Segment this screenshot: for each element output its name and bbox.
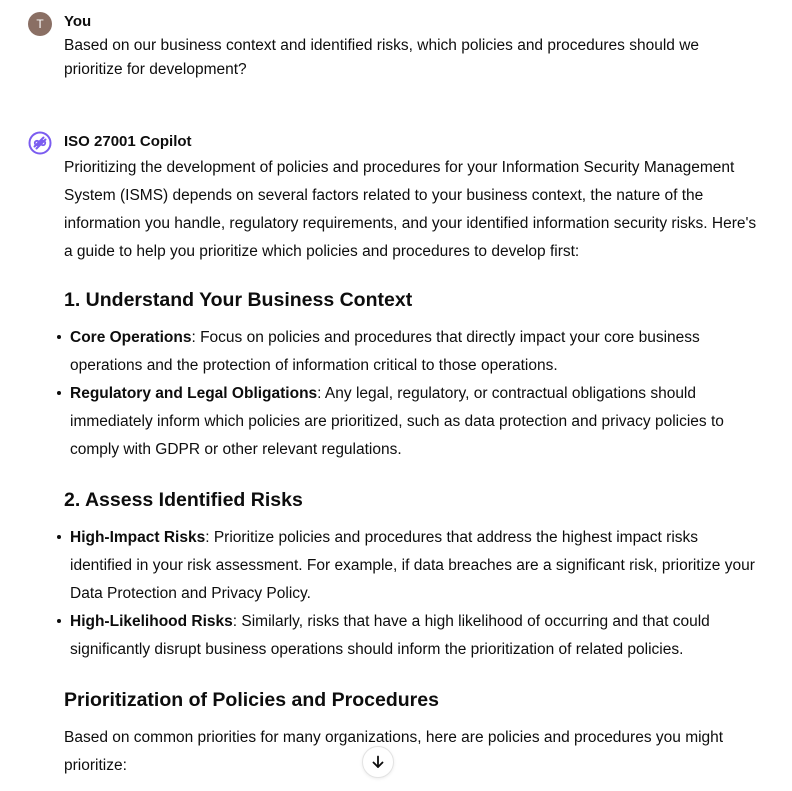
assistant-message-body bbox=[64, 154, 764, 780]
copilot-logo-icon bbox=[28, 131, 52, 155]
user-author: You bbox=[64, 13, 92, 30]
closing-paragraph: Based on common priorities for many organizations, here are policies and procedures you might prioritize: bbox=[64, 729, 724, 774]
section-list bbox=[64, 324, 764, 464]
intro-paragraph: Prioritizing the development of policies and procedures for your Information Security Management System (ISMS) depends on several factors related to your business context, the nature of the information you handle, regulatory requirements, and your identified information security risks. Here's a guide to help you prioritize which policies and procedures to develop first: bbox=[64, 159, 757, 260]
list-item-term: High-Impact Risks bbox=[70, 529, 206, 546]
assistant-author: ISO 27001 Copilot bbox=[64, 133, 192, 150]
list-item bbox=[64, 524, 764, 608]
user-message-text: Based on our business context and identified risks, which policies and procedures should we prioritize for development? bbox=[64, 37, 700, 78]
list-item-text: : Prioritize policies and procedures that address the highest impact risks identified in your risk assessment. For example, if data breaches are a significant risk, prioritize your Data Protection and Privacy Policy. bbox=[70, 529, 755, 602]
section-heading: 1. Understand Your Business Context bbox=[64, 289, 413, 311]
list-item-text: : Focus on policies and procedures that directly impact your core business operations and the protection of information critical to those operations. bbox=[70, 329, 700, 374]
list-item-term: Regulatory and Legal Obligations bbox=[70, 385, 318, 402]
section-heading: 2. Assess Identified Risks bbox=[64, 489, 303, 511]
list-item bbox=[64, 324, 764, 380]
list-item-text: : Similarly, risks that have a high likelihood of occurring and that could significantly disrupt business operations should inform the prioritization of related policies. bbox=[70, 613, 710, 658]
section-heading: Prioritization of Policies and Procedures bbox=[64, 689, 439, 711]
list-item-term: Core Operations bbox=[70, 329, 192, 346]
list-item-text: : Any legal, regulatory, or contractual obligations should immediately inform which policies are prioritized, such as data protection and privacy policies to comply with GDPR or other relevant regulations. bbox=[70, 385, 724, 458]
list-item bbox=[64, 380, 764, 464]
list-item-term: High-Likelihood Risks bbox=[70, 613, 233, 630]
list-item bbox=[64, 608, 764, 664]
section-list bbox=[64, 524, 764, 664]
user-avatar: T bbox=[28, 12, 52, 36]
scroll-to-bottom-button[interactable] bbox=[362, 746, 394, 778]
arrow-down-icon bbox=[370, 754, 386, 770]
